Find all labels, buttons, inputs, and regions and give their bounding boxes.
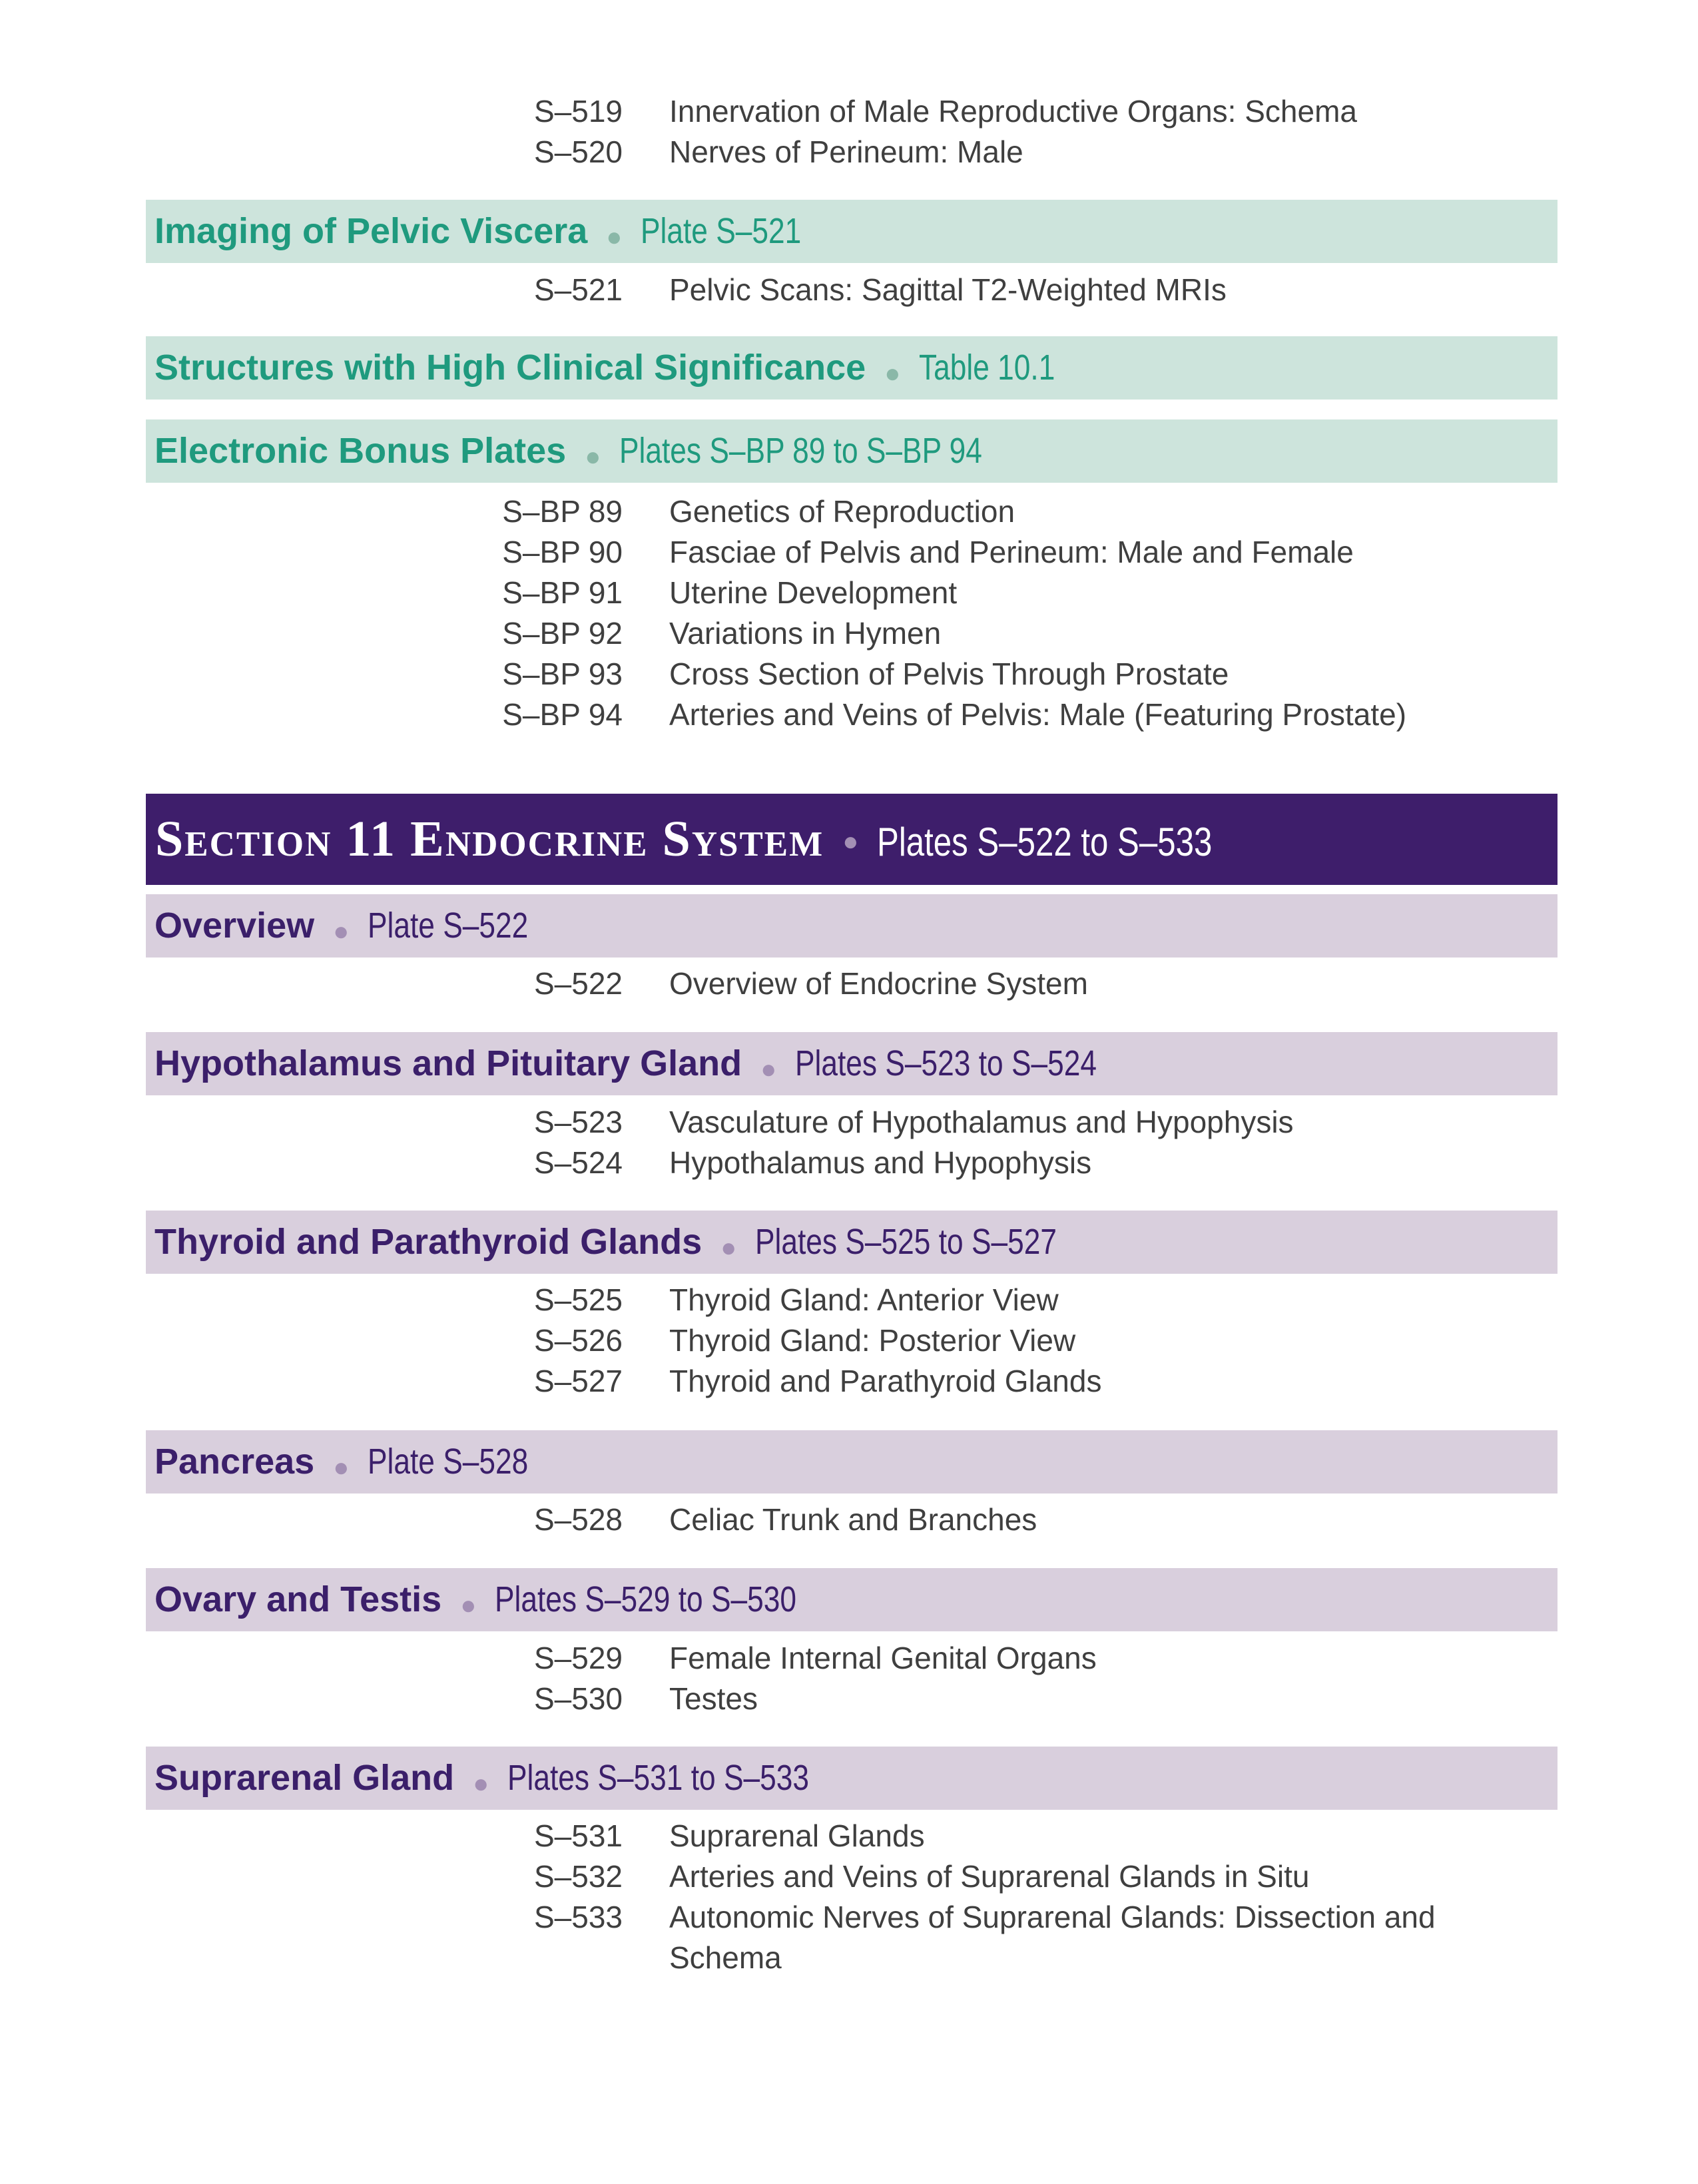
plate-title: Thyroid Gland: Posterior View [669,1323,1076,1358]
plate-number: S–519 [533,94,623,129]
plate-title: Genetics of Reproduction [669,494,1015,529]
entries-suprarenal [0,1816,1698,1978]
subsection-range: Plates S–531 to S–533 [507,1758,810,1798]
plate-title: Arteries and Veins of Suprarenal Glands in Situ [669,1859,1310,1894]
plate-number: S–531 [533,1818,623,1853]
toc-entry[interactable] [0,963,1698,1004]
toc-entry[interactable] [0,573,1698,613]
subsection-header-suprarenal[interactable] [146,1747,1557,1810]
toc-entry[interactable] [0,1280,1698,1320]
plate-title: Thyroid Gland: Anterior View [669,1282,1059,1317]
plate-number: S–521 [533,272,623,307]
subsection-title: Structures with High Clinical Significance [154,348,866,388]
bullet-separator: ● [760,1055,777,1085]
entries-ovary-testis [0,1638,1698,1719]
subsection-header-hypothalamus[interactable] [146,1032,1557,1095]
section-header-endocrine[interactable] [146,794,1557,885]
plate-number: S–523 [533,1105,623,1139]
toc-entry[interactable] [0,1500,1698,1540]
plate-title: Arteries and Veins of Pelvis: Male (Featuring Prostate) [669,697,1407,732]
toc-entry[interactable] [0,1361,1698,1402]
toc-entry[interactable] [0,532,1698,573]
plate-title: Hypothalamus and Hypophysis [669,1145,1092,1180]
subsection-title: Suprarenal Gland [154,1758,455,1798]
plate-title: Fasciae of Pelvis and Perineum: Male and Female [669,535,1354,569]
bullet-separator: ● [473,1769,489,1799]
toc-entry[interactable] [0,1897,1698,1938]
bullet-separator: ● [333,1453,350,1483]
bullet-separator: ● [460,1591,477,1621]
plate-number: S–BP 94 [502,697,623,732]
subsection-header-overview[interactable] [146,894,1557,957]
subsection-range: Plate S–521 [641,211,802,251]
plate-number: S–529 [533,1641,623,1675]
plate-number: S–524 [533,1145,623,1180]
plate-title: Pelvic Scans: Sagittal T2-Weighted MRIs [669,272,1227,307]
subsection-header-pancreas[interactable] [146,1430,1557,1494]
entries-hypothalamus [0,1102,1698,1183]
subsection-title: Electronic Bonus Plates [154,431,567,471]
subsection-range: Plates S–525 to S–527 [755,1222,1057,1262]
plate-title: Female Internal Genital Organs [669,1641,1097,1675]
toc-entry[interactable] [0,613,1698,654]
plate-title: Autonomic Nerves of Suprarenal Glands: Dissection and [669,1900,1436,1934]
plate-number: S–522 [533,966,623,1001]
entries-bonus-plates [0,491,1698,735]
subsection-range: Plates S–529 to S–530 [495,1579,797,1619]
plate-number: S–BP 93 [502,657,623,691]
entries-pancreas [0,1500,1698,1540]
plate-title: Suprarenal Glands [669,1818,925,1853]
plate-number: S–527 [533,1364,623,1398]
entries-overview [0,963,1698,1004]
toc-entry[interactable] [0,1816,1698,1856]
plate-title: Variations in Hymen [669,616,942,651]
toc-entry[interactable] [0,1856,1698,1897]
plate-number: S–528 [533,1502,623,1537]
subsection-header-imaging[interactable] [146,200,1557,263]
plate-number: S–525 [533,1282,623,1317]
subsection-header-structures[interactable] [146,336,1557,400]
subsection-range: Plate S–522 [368,906,529,946]
subsection-title: Overview [154,906,315,946]
bullet-separator: ● [884,359,901,389]
subsection-header-ovary-testis[interactable] [146,1568,1557,1631]
plate-number: S–530 [533,1681,623,1716]
subsection-range: Plates S–523 to S–524 [795,1043,1097,1083]
subsection-title: Thyroid and Parathyroid Glands [154,1222,703,1262]
toc-entry[interactable] [0,654,1698,694]
plate-title: Vasculature of Hypothalamus and Hypophysis [669,1105,1294,1139]
plate-number: S–520 [533,135,623,169]
subsection-header-bonus-plates[interactable] [146,419,1557,483]
toc-entry[interactable] [0,132,1698,172]
subsection-range: Plate S–528 [368,1442,529,1482]
plate-number: S–BP 89 [502,494,623,529]
toc-entry[interactable] [0,491,1698,532]
plate-number: S–BP 92 [502,616,623,651]
plate-title: Thyroid and Parathyroid Glands [669,1364,1102,1398]
plate-number: S–533 [533,1900,623,1934]
bullet-separator: ● [333,917,350,947]
plate-number: S–BP 91 [502,575,623,610]
section-title: Section 11 Endocrine System [155,811,824,867]
subsection-range: Plates S–BP 89 to S–BP 94 [619,431,983,471]
bullet-separator: ● [606,222,623,252]
bullet-separator: ● [842,827,859,856]
plate-title: Uterine Development [669,575,958,610]
toc-entry[interactable] [0,1143,1698,1183]
bullet-separator: ● [585,442,601,472]
entries-imaging [0,270,1698,310]
plate-title: Schema [669,1940,782,1975]
plate-title: Nerves of Perineum: Male [669,135,1023,169]
subsection-title: Pancreas [154,1442,315,1482]
toc-entry[interactable] [0,694,1698,735]
subsection-title: Imaging of Pelvic Viscera [154,211,588,251]
toc-entry[interactable] [0,1679,1698,1719]
toc-entry[interactable] [0,270,1698,310]
subsection-title: Hypothalamus and Pituitary Gland [154,1043,742,1083]
toc-entry[interactable] [0,1102,1698,1143]
plate-number: S–532 [533,1859,623,1894]
plate-title: Innervation of Male Reproductive Organs: Schema [669,94,1357,129]
plate-title: Overview of Endocrine System [669,966,1088,1001]
plate-title: Cross Section of Pelvis Through Prostate [669,657,1229,691]
plate-title: Celiac Trunk and Branches [669,1502,1037,1537]
toc-entry[interactable] [0,1638,1698,1679]
entries-thyroid [0,1280,1698,1402]
entries-continued [0,91,1698,172]
toc-entry[interactable] [0,91,1698,132]
toc-entry-continued [0,1938,1698,1978]
section-range: Plates S–522 to S–533 [877,820,1213,864]
plate-title: Testes [669,1681,758,1716]
subsection-header-thyroid[interactable] [146,1211,1557,1274]
plate-number: S–526 [533,1323,623,1358]
toc-entry[interactable] [0,1320,1698,1361]
subsection-range: Table 10.1 [919,348,1055,388]
bullet-separator: ● [720,1233,737,1263]
plate-number: S–BP 90 [502,535,623,569]
subsection-title: Ovary and Testis [154,1579,442,1619]
